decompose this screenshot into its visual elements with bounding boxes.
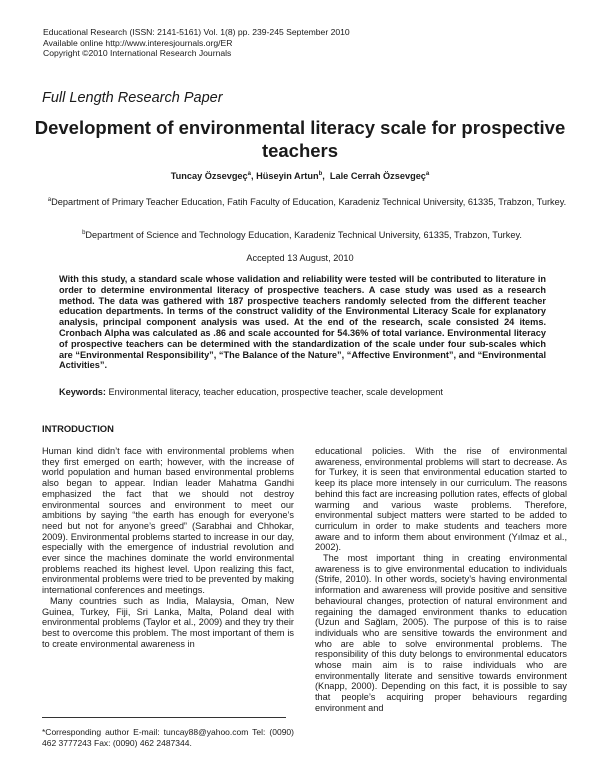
section-heading-introduction: INTRODUCTION	[42, 423, 114, 434]
author-name: Tuncay Özsevgeç	[170, 171, 248, 181]
author-name: Lale Cerrah Özsevgeç	[329, 171, 426, 181]
paragraph: The most important thing in creating environmental awareness is to give environmental education to individuals (Strife, 2010). In other words, society’s having environmental information and awareness will provide positive and sensitive behavioural changes, protection of natural environment and regaining the damaged environment thanks to education (Uzun and Sağlam, 2005). The purpose of this is to raise individuals who are sensitive towards the environment and who are able to solve environmental problems. The responsibility of this duty belongs to environmental educators whose main aim is to raise individuals who are environmentally literate and sensitive towards environment (Knapp, 2000). Depending on this fact, it is possible to say that people’s acquiring proper behaviours regarding environment and	[315, 553, 567, 713]
journal-url: Available online http://www.interesjournals.org/ER	[43, 37, 233, 48]
keywords-label: Keywords:	[59, 387, 106, 397]
paper-title: Development of environmental literacy scale for prospective teachers	[34, 117, 566, 161]
author-affiliation-mark: a	[247, 170, 251, 177]
keywords	[59, 387, 549, 397]
author-affiliation-mark: b	[318, 170, 323, 177]
paragraph: educational policies. With the rise of environmental awareness, environmental problems will start to decrease. As for Turkey, it is seen that environmental education started to keep its place more intensely in our curriculum. The reasons behind this fact are increasing pollution rates, effects of global warming and various waste problems. Therefore, environmental subject matters were started to be added to curriculum in order to make students and teachers more aware and to inform them about environment (Yılmaz et al., 2002).	[315, 446, 567, 553]
paragraph: Many countries such as India, Malaysia, Oman, New Guinea, Turkey, Fiji, Sri Lanka, Malta, Poland deal with environmental problems (Taylor et al., 2009) and they try their best to overcome this problem. The most important of them is to create environmental awareness in	[42, 595, 294, 649]
paper-type: Full Length Research Paper	[42, 90, 223, 106]
footnote-divider	[42, 717, 286, 718]
affiliation-text: Department of Science and Technology Education, Karadeniz Technical University, 61335, Trabzon, Turkey.	[85, 230, 522, 240]
abstract: With this study, a standard scale whose validation and reliability were tested will be contributed to literature in order to determine environmental literacy of prospective teachers. A case study was used as a research method. The data was gathered with 187 prospective teachers randomly selected from the different teacher education departments. In terms of the construct validity of the Environmental Literacy Scale for explanatory analysis, principal component analysis was used. At the end of the research, scale consisted 24 items. Cronbach Alpha was calculated as .86 and scale accounted for 54.36% of total variance. Environmental literacy of prospective teachers can be determined with the standardization of the scale under four sub-scales which are “Environmental Responsibility”, “The Balance of the Nature”, “Affective Environment”, and “Environmental Activities”.	[59, 274, 546, 371]
affiliation-mark: a	[47, 196, 52, 203]
affiliation-b	[42, 229, 562, 241]
affiliation-mark: b	[82, 229, 86, 236]
accepted-date: Accepted 13 August, 2010	[246, 253, 354, 263]
corresponding-author-footnote: *Corresponding author E-mail: tuncay88@yahoo.com Tel: (0090) 462 3777243 Fax: (0090) 462 2487344.	[42, 727, 294, 748]
author-list: Tuncay Özsevgeç$^a$, Hüseyin Artun$^b$, Lale Cerrah Özsevgeç$^a$	[170, 170, 430, 181]
author-name: Hüseyin Artun	[256, 171, 319, 181]
journal-header	[43, 27, 350, 59]
journal-citation: Educational Research (ISSN: 2141-5161) Vol. 1(8) pp. 239-245 September 2010	[43, 27, 350, 37]
journal-copyright: Copyright ©2010 International Research Journals	[43, 48, 232, 58]
left-column	[42, 446, 294, 649]
author-affiliation-mark: a	[425, 170, 430, 177]
right-column	[315, 446, 567, 714]
keywords-text: Environmental literacy, teacher education, prospective teacher, scale development	[105, 387, 443, 397]
paragraph: Human kind didn’t face with environmental problems when they first emerged on earth; however, with the increase of world population and human based environmental problems also began to appear. Indian leader Mahatma Gandhi emphasized the fact that we should not destroy environmental sources and environment to meet our ambitions by saying “the earth has enough for everyone’s need but not for anyone’s greed” (Sarabhai and Chhokar, 2009). Environmental problems started to increase in our day, especially with the emergence of industrial revolution and ever since the machines dominate the world environmental problems reached its highest level. Upon realizing this fact, environmental problems were tried to be prevented by making international conferences and meetings.	[42, 446, 294, 596]
affiliation-a	[42, 196, 572, 208]
affiliation-text: Department of Primary Teacher Education, Fatih Faculty of Education, Karadeniz Technical University, 61335, Trabzon, Turkey.	[51, 197, 567, 207]
